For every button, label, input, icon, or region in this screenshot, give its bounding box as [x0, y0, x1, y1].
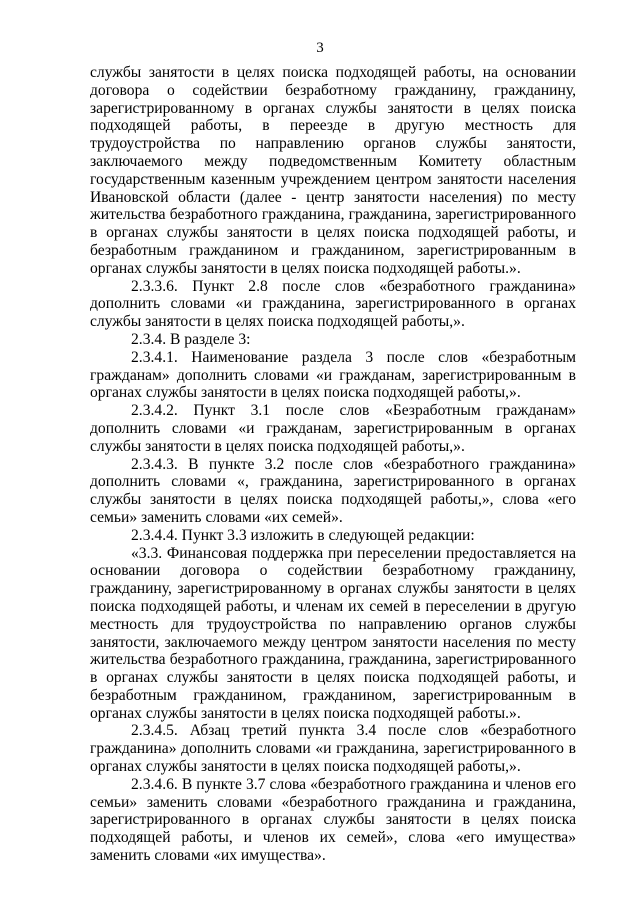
paragraph: 2.3.4.6. В пункте 3.7 слова «безработного гражданина и членов его семьи» заменить словами «безработного гражданина и гражданина, зарегистрированного в органах службы занятости в целях поиска подходящей работы, и членов их семей», слова «его имущества» заменить словами «их имущества». [90, 775, 576, 865]
paragraph: 2.3.4.5. Абзац третий пункта 3.4 после слов «безработного гражданина» дополнить словами «и гражданина, зарегистрированного в органах службы занятости в целях поиска подходящей работы,». [90, 722, 576, 776]
paragraph: «3.3. Финансовая поддержка при переселении предоставляется на основании договора о содействии безработному гражданину, гражданину, зарегистрированному в органах службы занятости в целях поиска подходящей работы, и членам их семей в переселении в другую местность для трудоустройства по направлению органов службы занятости, заключаемого между центром занятости населения по месту жительства безработного гражданина, гражданина, зарегистрированного в органах службы занятости в целях поиска подходящей работы, и безработным гражданином, гражданином, зарегистрированным в органах службы занятости в целях поиска подходящей работы.». [90, 544, 576, 722]
paragraph: 2.3.4.4. Пункт 3.3 изложить в следующей редакции: [131, 526, 475, 544]
paragraph: 2.3.3.6. Пункт 2.8 после слов «безработного гражданина» дополнить словами «и гражданина, зарегистрированного в органах службы занятости в целях поиска подходящей работы,». [90, 277, 576, 331]
page-number: 3 [316, 40, 324, 56]
paragraph: 2.3.4.2. Пункт 3.1 после слов «Безработным гражданам» дополнить словами «и гражданам, зарегистрированным в органах службы занятости в целях поиска подходящей работы,». [90, 402, 576, 455]
paragraph: службы занятости в целях поиска подходящей работы, на основании договора о содействии безработному гражданину, гражданину, зарегистрированному в органах службы занятости в целях поиска подходящей работы, в переезде в другую местность для трудоустройства по направлению органов службы занятости, заключаемого между подведомственным Комитету областным государственным казенным учреждением центром занятости населения Ивановской области (далее - центр занятости населения) по месту жительства безработного гражданина, гражданина, зарегистрированного в органах службы занятости в целях поиска подходящей работы, и безработным гражданином и гражданином, зарегистрированным в органах службы занятости в целях поиска подходящей работы.». [90, 64, 576, 277]
document-body [90, 64, 576, 865]
paragraph: 2.3.4.3. В пункте 3.2 после слов «безработного гражданина» дополнить словами «, гражданина, зарегистрированного в органах службы занятости в целях поиска подходящей работы,», слова «его семьи» заменить словами «их семей». [90, 455, 576, 526]
paragraph: 2.3.4.1. Наименование раздела 3 после слов «безработным гражданам» дополнить словами «и гражданам, зарегистрированным в органах службы занятости в целях поиска подходящей работы,». [90, 348, 576, 402]
paragraph: 2.3.4. В разделе 3: [131, 330, 251, 348]
